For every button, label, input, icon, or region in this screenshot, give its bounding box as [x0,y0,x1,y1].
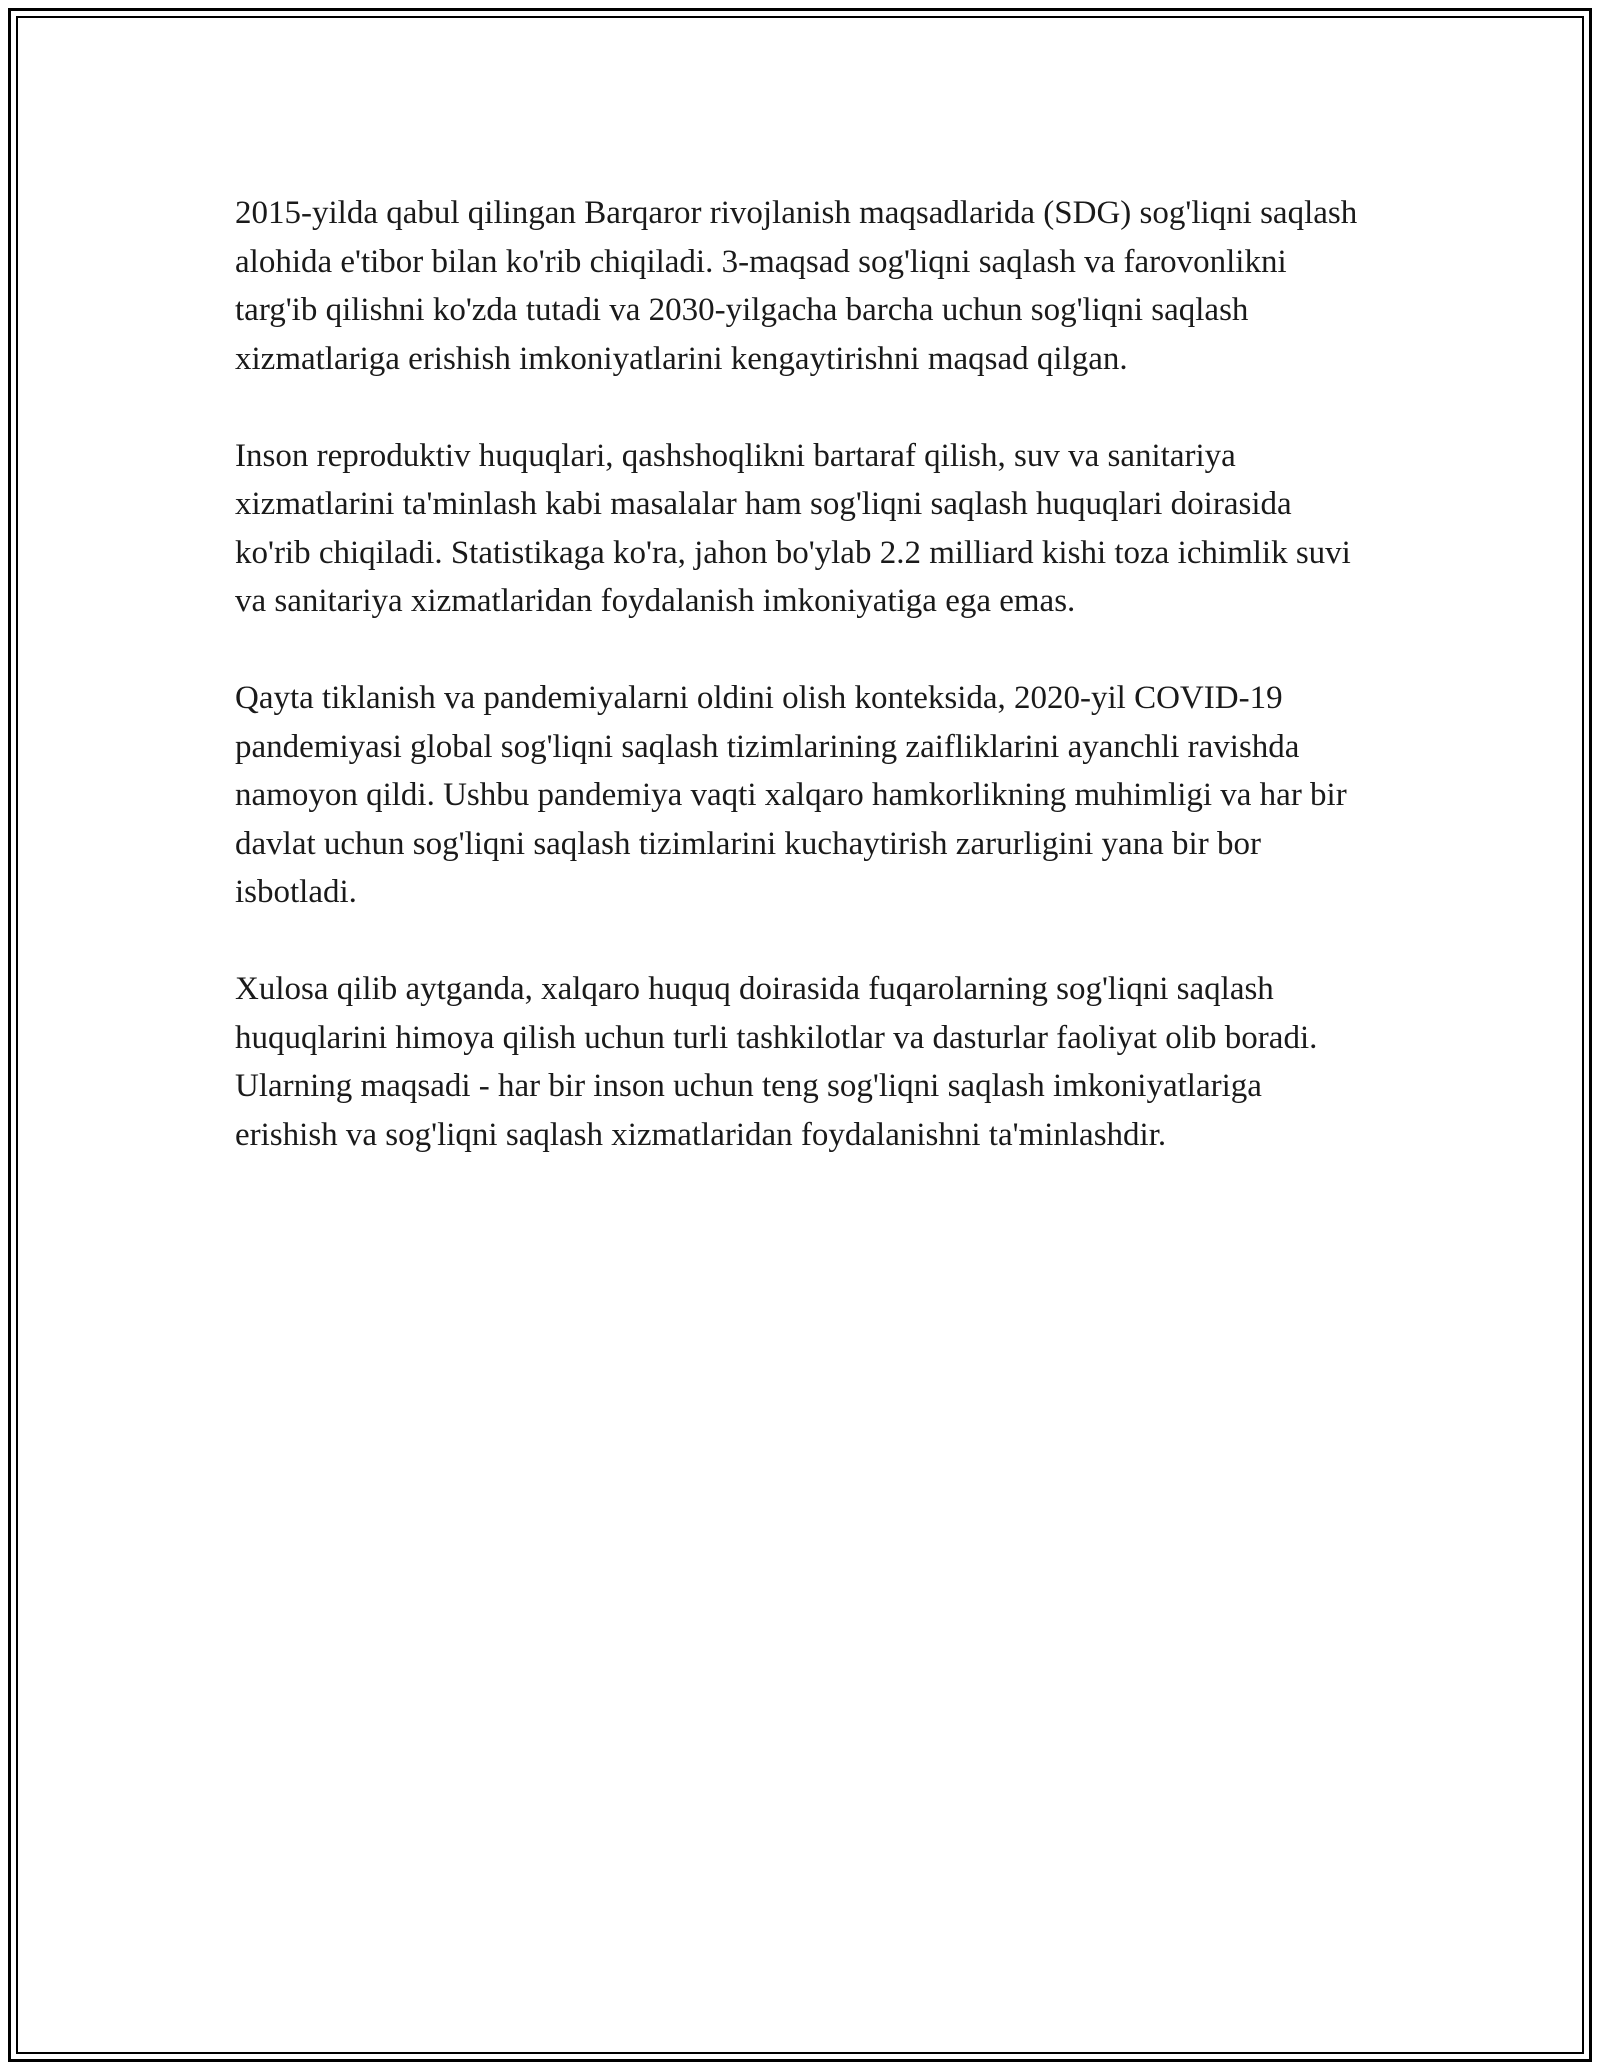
paragraph-reproductive-rights: Inson reproduktiv huquqlari, qashshoqlikni bartaraf qilish, suv va sanitariya xizmatlarini ta'minlash kabi masalalar ham sog'liqni saqlash huquqlari doirasida ko'rib chiqiladi. Statistikaga ko'ra, jahon bo'ylab 2.2 milliard kishi toza ichimlik suvi va sanitariya xizmatlaridan foydalanish imkoniyatiga ega emas. [235,437,1351,619]
paragraph-sdg-health: 2015-yilda qabul qilingan Barqaror rivojlanish maqsadlarida (SDG) sog'liqni saqlash alohida e'tibor bilan ko'rib chiqiladi. 3-maqsad sog'liqni saqlash va farovonlikni targ'ib qilishni ko'zda tutadi va 2030-yilgacha barcha uchun sog'liqni saqlash xizmatlariga erishish imkoniyatlarini kengaytirishni maqsad qilgan. [235,195,1358,377]
paragraph-covid-pandemic: Qayta tiklanish va pandemiyalarni oldini olish konteksida, 2020-yil COVID-19 pandemiyasi global sog'liqni saqlash tizimlarining zaifliklarini ayanchli ravishda namoyon qildi. Ushbu pandemiya vaqti xalqaro hamkorlikning muhimligi va har bir davlat uchun sog'liqni saqlash tizimlarini kuchaytirish zarurligini yana bir bor isbotladi. [235,680,1347,910]
document-body [235,189,1365,1208]
paragraph-conclusion: Xulosa qilib aytganda, xalqaro huquq doirasida fuqarolarning sog'liqni saqlash huquqlarini himoya qilish uchun turli tashkilotlar va dasturlar faoliyat olib boradi. Ularning maqsadi - har bir inson uchun teng sog'liqni saqlash imkoniyatlariga erishish va sog'liqni saqlash xizmatlaridan foydalanishni ta'minlashdir. [235,971,1318,1153]
